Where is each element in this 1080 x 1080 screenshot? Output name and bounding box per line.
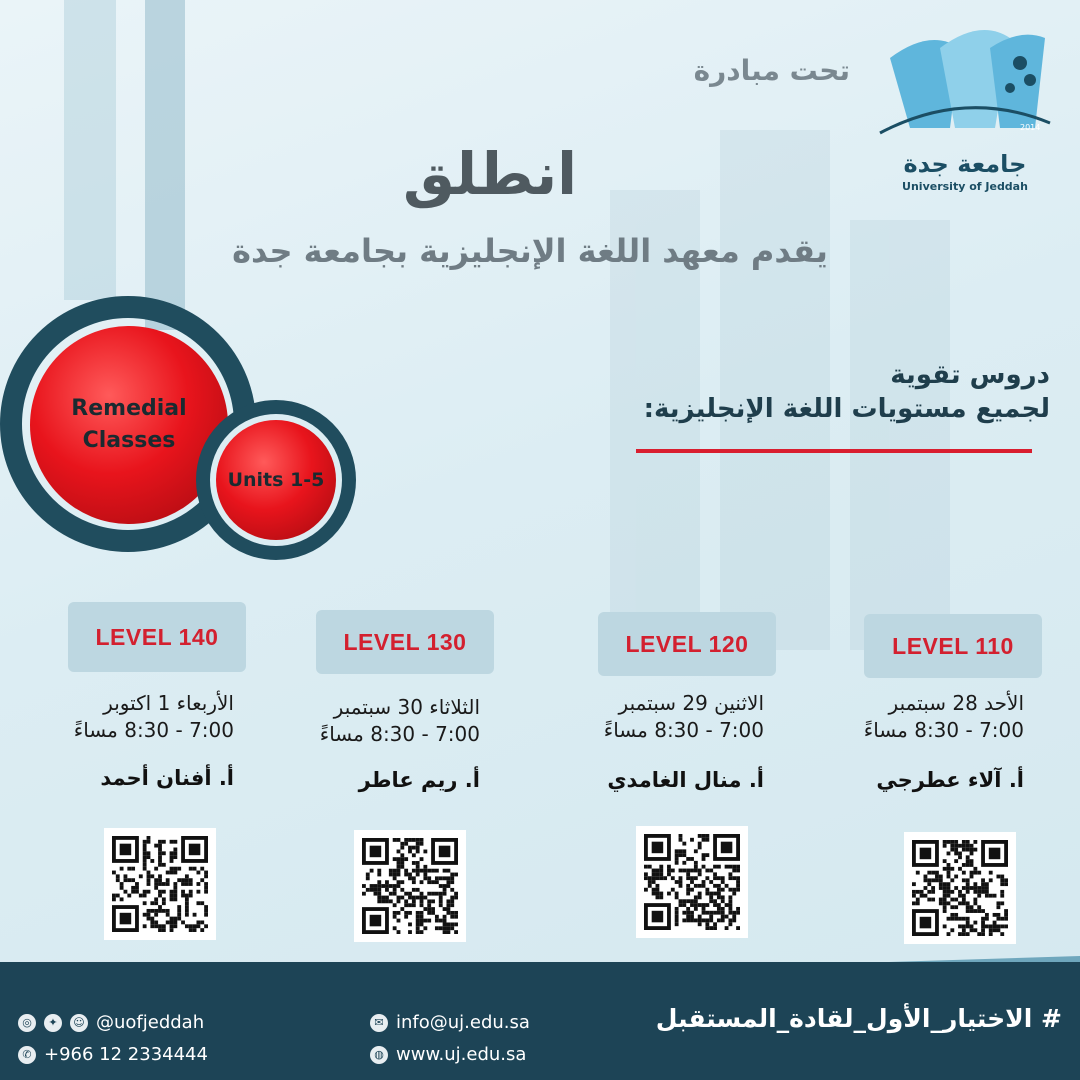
background-stripe	[145, 0, 185, 330]
level-120-label: LEVEL 120	[598, 612, 776, 676]
svg-text:2014: 2014	[1020, 123, 1041, 132]
level-110-time: 7:00 - 8:30 مساءً	[863, 718, 1024, 742]
logo-name-arabic: جامعة جدة	[903, 150, 1027, 178]
level-110-label: LEVEL 110	[864, 614, 1042, 678]
level-140-day: الأربعاء 1 اكتوبر	[103, 691, 234, 715]
qr-code-level-110[interactable]	[904, 832, 1016, 944]
level-130-time: 7:00 - 8:30 مساءً	[319, 722, 480, 746]
twitter-icon: ✦	[44, 1014, 62, 1032]
level-130-schedule	[320, 694, 480, 748]
social-handle[interactable]	[18, 1012, 204, 1033]
level-140-schedule	[74, 690, 234, 744]
level-110-teacher: أ. آلاء عطرجي	[876, 768, 1024, 792]
email-text: info@uj.edu.sa	[396, 1012, 530, 1033]
level-140-teacher: أ. أفنان أحمد	[100, 766, 234, 790]
red-divider	[636, 449, 1032, 453]
level-110-schedule	[864, 690, 1024, 744]
level-120-day: الاثنين 29 سبتمبر	[618, 691, 764, 715]
under-initiative-text: تحت مبادرة	[693, 54, 850, 87]
level-130-teacher: أ. ريم عاطر	[358, 768, 480, 792]
level-130-label: LEVEL 130	[316, 610, 494, 674]
page-title: انطلق	[402, 140, 578, 208]
level-130-day: الثلاثاء 30 سبتمبر	[333, 695, 480, 719]
units-badge	[216, 420, 336, 540]
page-subtitle: يقدم معهد اللغة الإنجليزية بجامعة جدة	[232, 232, 828, 270]
qr-code-level-130[interactable]	[354, 830, 466, 942]
badge-line-2: Classes	[82, 428, 176, 453]
level-110-day: الأحد 28 سبتمبر	[888, 691, 1024, 715]
level-120-teacher: أ. منال الغامدي	[607, 768, 764, 792]
level-120-schedule	[604, 690, 764, 744]
remedial-line-2: لجميع مستويات اللغة الإنجليزية:	[643, 394, 1050, 424]
level-120-time: 7:00 - 8:30 مساءً	[603, 718, 764, 742]
website-text: www.uj.edu.sa	[396, 1044, 527, 1065]
badge-line-1: Remedial	[71, 396, 187, 421]
level-140-label: LEVEL 140	[68, 602, 246, 672]
units-text: Units 1-5	[227, 469, 325, 491]
university-of-jeddah-logo-icon	[870, 18, 1060, 148]
email-contact[interactable]	[370, 1012, 530, 1033]
qr-code-level-140[interactable]	[104, 828, 216, 940]
phone-contact[interactable]	[18, 1044, 208, 1065]
hashtag-text: # الاختيار_الأول_لقادة_المستقبل	[655, 1004, 1062, 1033]
mail-icon: ✉	[370, 1014, 388, 1032]
university-logo	[870, 18, 1060, 198]
logo-name-english: University of Jeddah	[902, 180, 1028, 193]
website-contact[interactable]	[370, 1044, 526, 1065]
background-stripe	[64, 0, 116, 300]
phone-icon: ✆	[18, 1046, 36, 1064]
remedial-heading	[620, 358, 1050, 426]
globe-icon: ◍	[370, 1046, 388, 1064]
remedial-line-1: دروس تقوية	[890, 360, 1050, 390]
phone-text: +966 12 2334444	[44, 1044, 208, 1065]
snapchat-icon: ☺	[70, 1014, 88, 1032]
level-140-time: 7:00 - 8:30 مساءً	[73, 718, 234, 742]
social-handle-text: @uofjeddah	[96, 1012, 205, 1033]
instagram-icon: ◎	[18, 1014, 36, 1032]
qr-code-level-120[interactable]	[636, 826, 748, 938]
